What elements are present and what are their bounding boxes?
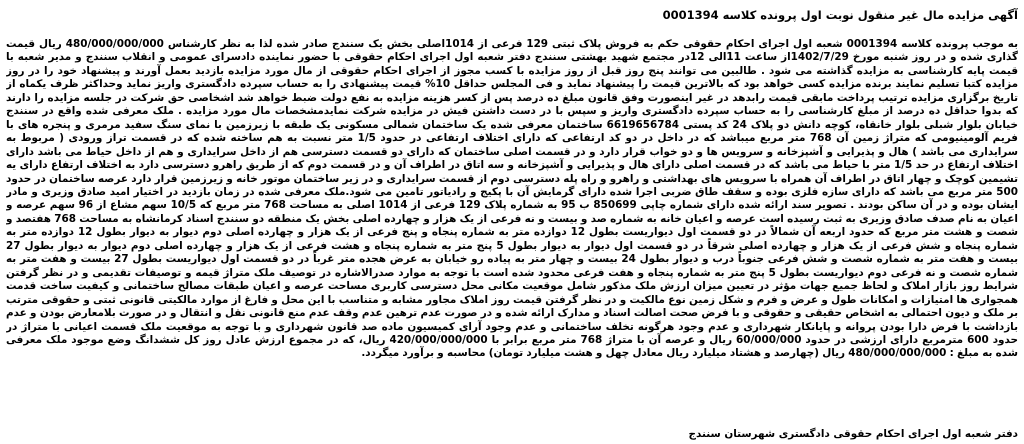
notice-body: به موجب پرونده کلاسه 0001394 شعبه اول اجرای احکام حقوقی حکم به فروش پلاک ثبتی 129 فرعی از 1014اصلی بخش یک سنندج صادر شده لذا به نظر کارشناس 480/000/000/000 ریال قیمت گذاری شده و در روز شنبه مورخ 1402/7/29از ساعت 11الی 12در مجتمع شهید بهشتی سنندج دفتر شعبه اول اجرای احکام حقوقی با حضور نماینده دادسرای عمومی و انقلاب سنندج و مدیر شعبه با قیمت پایه کارشناسی به مزایده گذاشته می شود . طالبین می توانند پنج روز قبل از روز مزایده با کسب مجوز از اجرای احکام حقوقی از مال مورد مزایده بازدید بعمل آورند و پیشنهاد خود را در روز مزایده کتبا تسلیم نمایند برنده مزایده کسی خواهد بود که بالاترین قیمت را پیشنهاد نماید و فی المجلس حداقل 10% قیمت پیشنهادی را به حساب سپرده دادگستری واریز نماید وحداکثر ظرف یکماه از تاریخ برگزاری مزایده ترتیب پرداخت مابقی قیمت رابدهد در غیر اینصورت وفق قانون مبلغ ده درصد پس از کسر هزینه مزایده به نفع دولت ضبط خواهد شد اشخاصی حق شرکت در جلسه مزایده را دارند که بدوا حداقل ده درصد از مبلغ کارشناسی را به حساب سپرده دادگستری واریز و سپس با در دست داشتن فیش در مزایده شرکت نمایدمشخصات مال مورد مزایده . ملک معرفی شده واقع در سنندج خیابان بلوار شبلی بلوار خانقاه، کوچه دانش دو پلاک 24 کد پستی 6619656784 ساختمان معرفی شده یک ساختمان شمالی مسکونی یک طبقه با زیرزمین با نمای سنگ سفید مرمری و پنجره های با فریم آلومینیومی که متراژ زمین آن 768 متر مربع میباشد که در داخل در دو کد ارتفاعی که دارای اختلاف ارتفاعی در حدود 1/5 متر نسبت به هم ساخته شده که در قسمت تراز ورودی ( مربوط به سرایداری می باشد ) هال و پذیرایی و آشپزخانه و سرویس ها و دو خواب قرار دارد و در قسمت اصلی ساختمان که دارای دو قسمت دسترسی هم از داخل سرایداری و هم از داخل حیاط می باشد دارای اختلاف ارتفاع در حد 1/5 متر با حیاط می باشد که در قسمت اصلی دارای هال و پذیرایی و آشپزخانه و سه اتاق در اطراف آن و در قسمت دوم که از طریق راهرو دسترسی دارد به اختلاف ارتفاع دارای یه تشیمین کوچک و چهار اتاق در اطراف آن همراه با سرویس های بهداشتی و راهرو و راه پله دسترسی دوم از قسمت سرایداری و در زیر ساختمان موتور خانه و زیرزمین قرار دارد عرصه ساختمان در حدود 500 متر مربع می باشد که دارای سازه فلزی بوده و سقف طاق ضربی اجرا شده دارای گرمایش آن با پکیج و رادیاتور تامین می شود.ملک معرفی شده در زمان بازدید در اختیار امید صادق وزیری و مادر ایشان بوده و در آن ساکن بودند . تصویر سند ارائه شده دارای شماره چاپی 850699 ب 95 به شماره پلاک 129 فرعی از 1014 اصلی به مساحت 768 متر مربع که 10/5 سهم مشاع از 96 سهم عرصه و اعیان به نام صدف صادق وزیری به ثبت رسیده است عرصه و اعیان خانه به شماره صد و بیست و نه فرعی از یک هزار و چهارده اصلی بخش یک منطقه دو سنندج اسناد کرمانشاه به مساحت 768 هفتصد و شصت و هشت متر مربع که حدود اربعه آن شمالاً در دو قسمت اول دیواریست بطول 12 دوازده متر به شماره پنجاه و پنج فرعی از یک هزار و چهارده اصلی دوم دیوار به دیوار بطول 12 دوازده متر به شماره پنجاه و شش فرعی از یک هزار و چهارده اصلی شرقاً در دو قسمت اول دیوار به دیوار بطول 5 پنج متر به شماره پنجاه و هشت فرعی از یک هزار و چهارده اصلی دوم دیوار به دیوار بطول 27 بیست و هفت متر به شماره شصت و شش فرعی جنوباً درب و دیوار بطول 24 بیست و چهار متر به پیاده رو خیابان به عرض هجده متر غرباً در دو قسمت اول دیواریست بطول 27 بیست و هفت متر به شماره شصت و نه فرعی دوم دیواریست بطول 5 پنج متر به شماره پنجاه و هفت فرعی محدود شده است با توجه به موارد صدرالاشاره در توصیف ملک متراژ قیمه و توصیفات تقدیمی و در نظر گرفتن شرایط روز بازار املاک و لحاظ جمیع جهات مؤثر در تعیین میزان ارزش ملک مذکور شامل موقعیت مکانی محل دسترسی کاربری مساحت عرصه و اعیان طبقات مصالح ساختمانی و کیفیت ساخت قدمت همجواری ها امتیازات و امکانات طول و عرض و فرم و شکل زمین نوع مالکیت و در نظر گرفتن قیمت روز املاک مجاور مشابه و متناسب با این محل و فارغ از موارد مالکیتی قانونی ثبتی و حقوقی مترتب بر ملک و دیون احتمالی به اشخاص حقیقی و حقوقی و با فرض صحت اصالت اسناد و مدارک ارائه شده و در صورت عدم ترهین عدم وقف عدم منع قانونی نقل و انتقال و در صورت بلامعارض بودن و عدم بازداشت با فرض دارا بودن پروانه و پایانکار شهرداری و عدم وجود هرگونه تخلف ساختمانی و عدم وجود آرای کمیسیون ماده صد قانون شهرداری و با توجه به موقعیت ملک قسمت اعیانی با متراژ در حدود 600 مترمربع دارای ارزشی در حدود 60/000/000 ریال و عرصه آن با متراژ 768 متر مربع برابر با 420/000/000/000 ریال، که در مجموع ارزش عادل روز کل ششدانگ وضع موجود ملک معرفی شده به مبلغ : 480/000/000/000 ریال (چهارصد و هشتاد میلیارد ریال معادل چهل و هشت میلیارد تومان) محاسبه و برآورد میگردد. [6,38,1018,360]
notice-title-text: آگهی مزایده مال غیر منقول نوبت اول پرونده کلاسه 0001394 [662,8,1018,22]
notice-title [6,2,1018,28]
notice-signature: دفتر شعبه اول اجرای احکام حقوقی دادگستری شهرستان سنندج [688,428,1018,440]
